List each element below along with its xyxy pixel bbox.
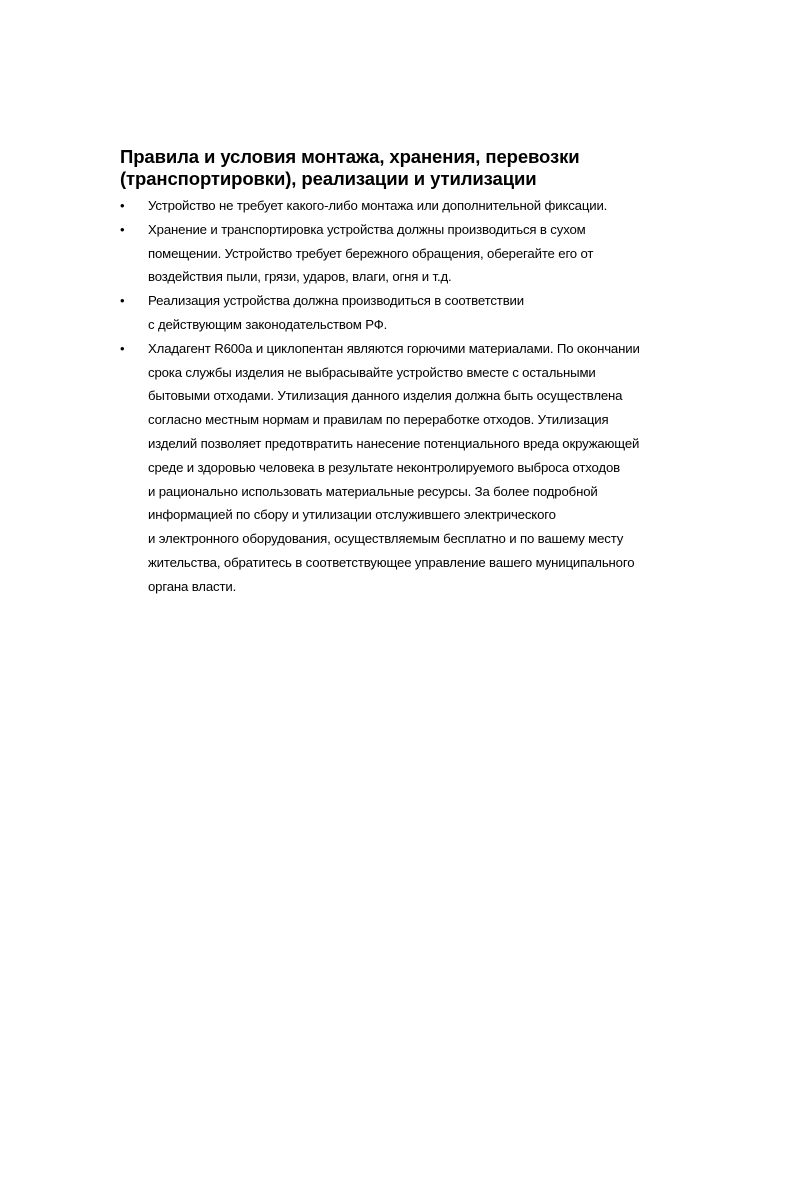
rule-text-line: изделий позволяет предотвратить нанесение потенциального вреда окружающей — [148, 435, 640, 451]
rule-text-line: с действующим законодательством РФ. — [148, 316, 388, 332]
bullet-icon: • — [120, 221, 125, 237]
rule-text-line: воздействия пыли, грязи, ударов, влаги, огня и т.д. — [148, 269, 452, 285]
rule-text-line: и рационально использовать материальные ресурсы. За более подробной — [148, 483, 598, 499]
rule-text-line: среде и здоровью человека в результате неконтролируемого выброса отходов — [148, 459, 621, 475]
rule-item-sale — [120, 289, 720, 337]
rule-text-line: информацией по сбору и утилизации отслужившего электрического — [148, 507, 556, 523]
rule-text-line: жительства, обратитесь в соответствующее управление вашего муниципального — [148, 554, 635, 570]
rule-text-line: Хладагент R600a и циклопентан являются горючими материалами. По окончании — [148, 340, 640, 356]
section-title-line: (транспортировки), реализации и утилизации — [120, 168, 537, 189]
rule-text-line: Хранение и транспортировка устройства должны производиться в сухом — [148, 221, 586, 237]
rule-text-line: органа власти. — [148, 578, 237, 594]
rule-text-line: срока службы изделия не выбрасывайте устройство вместе с остальными — [148, 364, 596, 380]
section-title — [120, 146, 720, 190]
bullet-icon: • — [120, 293, 125, 309]
rule-text-line: бытовыми отходами. Утилизация данного изделия должна быть осуществлена — [148, 388, 623, 404]
rule-text-line: и электронного оборудования, осуществляемым бесплатно и по вашему месту — [148, 531, 624, 547]
rule-item-storage — [120, 218, 720, 289]
bullet-icon: • — [120, 198, 125, 213]
section-title-line: Правила и условия монтажа, хранения, перевозки — [120, 146, 580, 167]
rule-text-line: Реализация устройства должна производиться в соответствии — [148, 293, 524, 309]
bullet-icon: • — [120, 340, 125, 356]
rule-item-disposal — [120, 337, 720, 599]
rules-list — [120, 194, 720, 599]
disposal-rules-section — [120, 146, 720, 599]
rule-text-line: Устройство не требует какого-либо монтажа или дополнительной фиксации. — [148, 198, 608, 213]
rule-text-line: согласно местным нормам и правилам по переработке отходов. Утилизация — [148, 412, 609, 428]
rule-text-line: помещении. Устройство требует бережного обращения, оберегайте его от — [148, 245, 594, 261]
rule-item-installation — [120, 194, 720, 218]
